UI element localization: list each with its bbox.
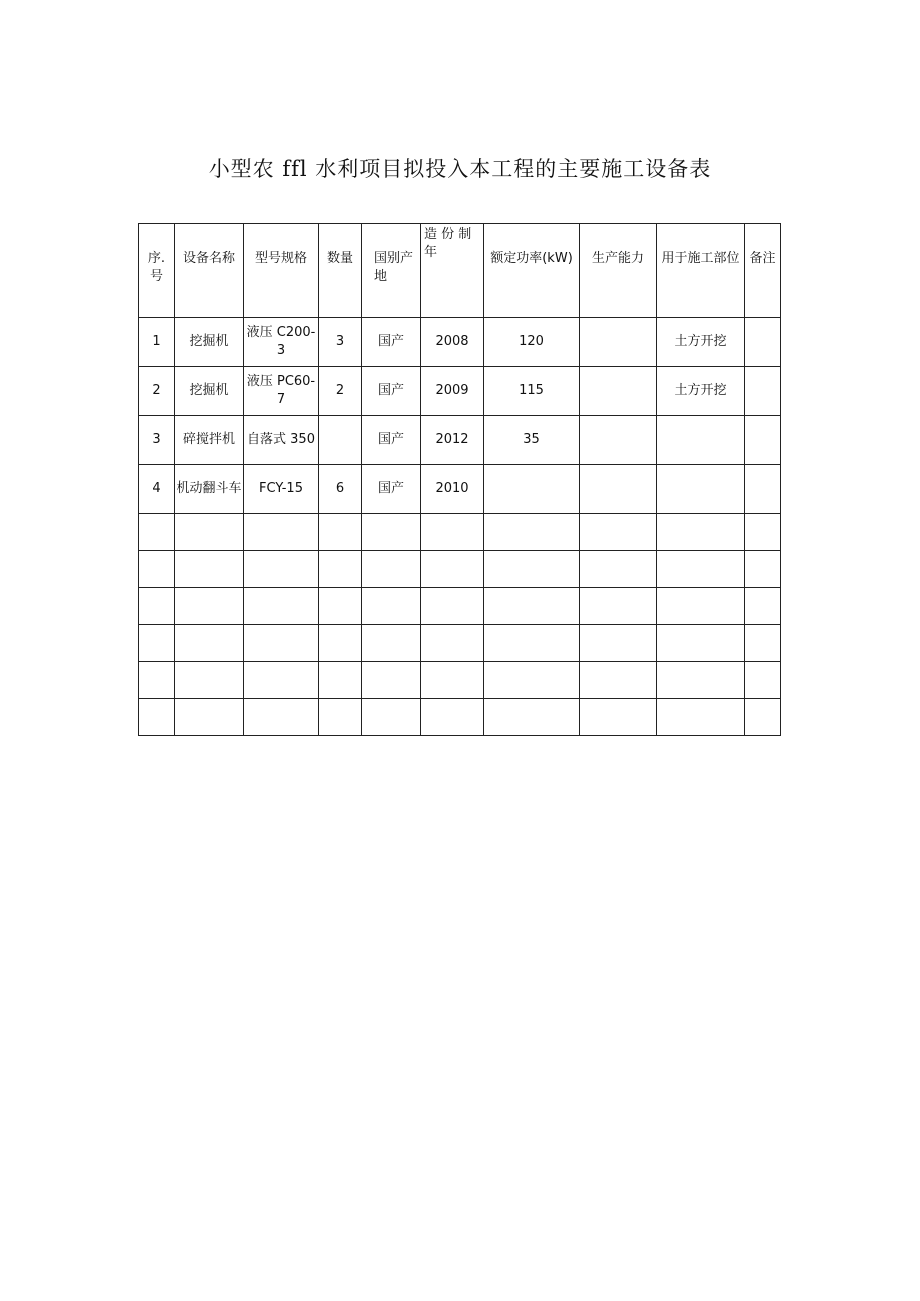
empty-cell xyxy=(657,514,745,551)
cell-use xyxy=(657,416,745,465)
header-year: 造 份 制 年 xyxy=(421,224,484,318)
header-qty: 数量 xyxy=(319,224,362,318)
cell-origin: 国产 xyxy=(362,416,421,465)
empty-cell xyxy=(319,514,362,551)
header-capacity: 生产能力 xyxy=(580,224,657,318)
empty-row xyxy=(139,699,781,736)
cell-use: 土方开挖 xyxy=(657,318,745,367)
cell-name: 碎搅拌机 xyxy=(175,416,244,465)
header-name: 设备名称 xyxy=(175,224,244,318)
cell-year: 2009 xyxy=(421,367,484,416)
empty-cell xyxy=(319,551,362,588)
empty-cell xyxy=(175,699,244,736)
empty-cell xyxy=(244,699,319,736)
empty-cell xyxy=(362,551,421,588)
empty-cell xyxy=(244,662,319,699)
empty-cell xyxy=(484,551,580,588)
empty-cell xyxy=(319,625,362,662)
empty-cell xyxy=(484,514,580,551)
cell-note xyxy=(745,416,781,465)
empty-cell xyxy=(362,514,421,551)
cell-year: 2012 xyxy=(421,416,484,465)
cell-qty: 3 xyxy=(319,318,362,367)
cell-capacity xyxy=(580,318,657,367)
cell-capacity xyxy=(580,367,657,416)
cell-qty xyxy=(319,416,362,465)
empty-row xyxy=(139,625,781,662)
empty-row xyxy=(139,588,781,625)
empty-cell xyxy=(421,699,484,736)
empty-cell xyxy=(319,699,362,736)
empty-cell xyxy=(139,699,175,736)
empty-cell xyxy=(745,699,781,736)
empty-cell xyxy=(745,588,781,625)
empty-cell xyxy=(362,625,421,662)
empty-cell xyxy=(244,625,319,662)
cell-name: 挖掘机 xyxy=(175,318,244,367)
cell-capacity xyxy=(580,416,657,465)
empty-cell xyxy=(421,625,484,662)
cell-note xyxy=(745,367,781,416)
cell-power: 120 xyxy=(484,318,580,367)
empty-cell xyxy=(139,514,175,551)
header-use: 用于施工部位 xyxy=(657,224,745,318)
cell-seq: 4 xyxy=(139,465,175,514)
empty-cell xyxy=(362,588,421,625)
table-row xyxy=(139,367,781,416)
header-power: 额定功率(kW) xyxy=(484,224,580,318)
empty-cell xyxy=(175,588,244,625)
cell-power xyxy=(484,465,580,514)
header-model: 型号规格 xyxy=(244,224,319,318)
cell-power: 35 xyxy=(484,416,580,465)
header-origin: 国别产地 xyxy=(362,224,421,318)
cell-qty: 6 xyxy=(319,465,362,514)
empty-cell xyxy=(244,551,319,588)
empty-cell xyxy=(421,588,484,625)
empty-cell xyxy=(580,551,657,588)
empty-cell xyxy=(362,662,421,699)
cell-note xyxy=(745,318,781,367)
cell-use: 土方开挖 xyxy=(657,367,745,416)
cell-seq: 2 xyxy=(139,367,175,416)
empty-cell xyxy=(139,662,175,699)
empty-cell xyxy=(362,699,421,736)
empty-cell xyxy=(139,625,175,662)
cell-origin: 国产 xyxy=(362,318,421,367)
empty-cell xyxy=(244,588,319,625)
empty-cell xyxy=(175,514,244,551)
table-row xyxy=(139,318,781,367)
table-row xyxy=(139,416,781,465)
empty-cell xyxy=(745,514,781,551)
empty-row xyxy=(139,551,781,588)
empty-cell xyxy=(319,588,362,625)
equipment-table xyxy=(138,223,781,736)
cell-qty: 2 xyxy=(319,367,362,416)
empty-cell xyxy=(421,551,484,588)
empty-cell xyxy=(745,662,781,699)
empty-cell xyxy=(657,625,745,662)
cell-model: FCY-15 xyxy=(244,465,319,514)
header-row xyxy=(139,224,781,318)
empty-cell xyxy=(139,588,175,625)
empty-cell xyxy=(139,551,175,588)
header-note: 备注 xyxy=(745,224,781,318)
cell-name: 机动翻斗车 xyxy=(175,465,244,514)
empty-cell xyxy=(657,551,745,588)
empty-cell xyxy=(175,625,244,662)
empty-cell xyxy=(657,699,745,736)
cell-capacity xyxy=(580,465,657,514)
empty-cell xyxy=(484,625,580,662)
empty-cell xyxy=(657,588,745,625)
empty-cell xyxy=(745,625,781,662)
cell-origin: 国产 xyxy=(362,465,421,514)
empty-cell xyxy=(484,662,580,699)
empty-cell xyxy=(244,514,319,551)
table-row xyxy=(139,465,781,514)
empty-cell xyxy=(175,662,244,699)
empty-cell xyxy=(580,588,657,625)
empty-row xyxy=(139,514,781,551)
cell-power: 115 xyxy=(484,367,580,416)
empty-cell xyxy=(580,514,657,551)
cell-name: 挖掘机 xyxy=(175,367,244,416)
empty-cell xyxy=(580,699,657,736)
cell-year: 2008 xyxy=(421,318,484,367)
header-seq: 序. 号 xyxy=(139,224,175,318)
empty-cell xyxy=(175,551,244,588)
empty-cell xyxy=(421,514,484,551)
empty-cell xyxy=(421,662,484,699)
cell-model: 自落式 350 xyxy=(244,416,319,465)
cell-seq: 1 xyxy=(139,318,175,367)
cell-model: 液压 PC60-7 xyxy=(244,367,319,416)
cell-origin: 国产 xyxy=(362,367,421,416)
cell-model: 液压 C200-3 xyxy=(244,318,319,367)
empty-cell xyxy=(580,662,657,699)
empty-cell xyxy=(484,588,580,625)
cell-year: 2010 xyxy=(421,465,484,514)
empty-cell xyxy=(319,662,362,699)
empty-cell xyxy=(657,662,745,699)
empty-cell xyxy=(745,551,781,588)
cell-use xyxy=(657,465,745,514)
cell-note xyxy=(745,465,781,514)
page-title: 小型农 ffl 水利项目拟投入本工程的主要施工设备表 xyxy=(208,157,712,181)
empty-cell xyxy=(580,625,657,662)
empty-cell xyxy=(484,699,580,736)
cell-seq: 3 xyxy=(139,416,175,465)
empty-row xyxy=(139,662,781,699)
